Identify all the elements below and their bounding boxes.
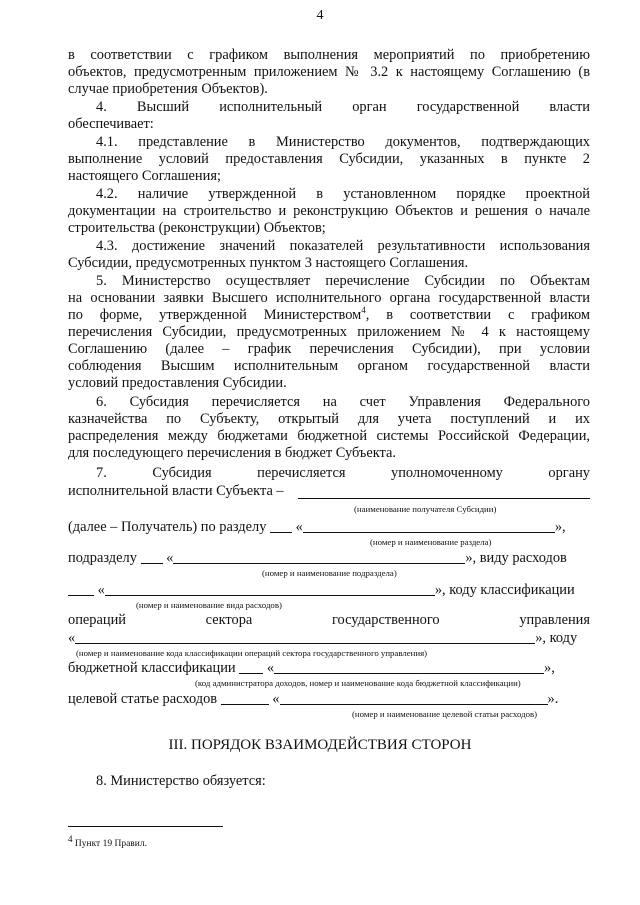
section-code-blank[interactable] <box>270 519 292 533</box>
field-caption: (номер и наименование целевой статьи расходов) <box>352 709 538 719</box>
text-fragment: », <box>554 519 566 535</box>
field-caption: (номер и наименование раздела) <box>370 537 492 547</box>
text-line <box>68 519 566 536</box>
text-fragment: (далее – Получатель) по разделу <box>68 519 267 535</box>
field-caption: (наименование получателя Субсидии) <box>354 504 497 514</box>
field-caption: (номер и наименование вида расходов) <box>136 600 282 610</box>
expense-type-code-blank[interactable] <box>68 582 94 596</box>
text-line: перечисления Субсидии, предусмотренных приложением № 4 к настоящему <box>68 324 590 340</box>
clause-4-2: 4.2. наличие утвержденной в установленном порядке проектной <box>96 186 590 202</box>
text-line: исполнительной власти Субъекта – <box>68 483 284 499</box>
quote: « <box>266 660 275 676</box>
text-line <box>68 691 558 708</box>
text-fragment: бюджетной классификации <box>68 660 236 676</box>
clause-5: 5. Министерство осуществляет перечисление Субсидии по Объектам <box>96 273 590 289</box>
text-line <box>68 550 567 567</box>
subsection-name-blank[interactable] <box>173 550 465 564</box>
section-name-blank[interactable] <box>303 519 555 533</box>
text-fragment: », <box>544 660 555 676</box>
target-item-name-blank[interactable] <box>280 691 548 705</box>
gov-sector-code-blank[interactable] <box>75 630 535 644</box>
text-line: Субсидии, предусмотренных пунктом 3 настоящего Соглашения. <box>68 255 469 271</box>
text-line: для последующего перечисления в бюджет Субъекта. <box>68 445 397 461</box>
field-caption: (номер и наименование кода классификации операций сектора государственного управления) <box>76 648 428 658</box>
text-line <box>68 660 555 677</box>
text-line <box>68 630 577 647</box>
footnote-divider <box>68 826 223 827</box>
text-line: казначейства по Субъекту, открытый для учета поступлений и их <box>68 411 590 427</box>
footnote-text: Пункт 19 Правил. <box>72 839 147 849</box>
text-fragment: », коду <box>535 630 578 646</box>
text-line <box>68 307 590 324</box>
page-number: 4 <box>316 8 324 23</box>
clause-7: 7. Субсидия перечисляется уполномоченному органу <box>96 465 590 481</box>
text-line <box>68 582 575 599</box>
clause-4-heading: 4. Высший исполнительный орган государственной власти <box>96 99 590 115</box>
text-fragment: ». <box>547 691 559 707</box>
clause-8: 8. Министерство обязуется: <box>96 773 266 789</box>
text-line: обеспечивает: <box>68 116 154 132</box>
text-line: документации на строительство и реконструкцию Объектов и решения о начале <box>68 203 590 219</box>
text-fragment: , в соответствии с графиком <box>365 307 590 323</box>
section-heading: III. ПОРЯДОК ВЗАИМОДЕЙСТВИЯ СТОРОН <box>168 737 472 753</box>
footnote-ref: 4 <box>361 305 366 316</box>
field-caption: (номер и наименование подраздела) <box>262 568 397 578</box>
clause-4-3: 4.3. достижение значений показателей результативности использования <box>96 238 590 254</box>
expense-type-name-blank[interactable] <box>105 582 435 596</box>
text-line: выполнение условий предоставления Субсидии, указанных в пункте 2 <box>68 151 590 167</box>
text-line: на основании заявки Высшего исполнительного органа государственной власти <box>68 290 590 306</box>
text-fragment: целевой статье расходов <box>68 691 218 707</box>
text-line: строительства (реконструкции) Объектов; <box>68 220 326 236</box>
clause-4-1: 4.1. представление в Министерство документов, подтверждающих <box>96 134 590 150</box>
text-line: соблюдения Высшим исполнительным органом государственной власти <box>68 358 590 374</box>
admin-code-blank[interactable] <box>239 660 263 674</box>
text-fragment: подразделу <box>68 550 137 566</box>
text-line: условий предоставления Субсидии. <box>68 375 287 391</box>
recipient-blank[interactable] <box>298 498 590 499</box>
text-line: операций сектора государственного управления <box>68 612 590 628</box>
quote: « <box>166 550 174 566</box>
field-caption: (код администратора доходов, номер и наименование кода бюджетной классификации) <box>195 678 521 688</box>
clause-6: 6. Субсидия перечисляется на счет Управления Федерального <box>96 394 590 410</box>
text-fragment: », виду расходов <box>465 550 567 566</box>
footnote-mark: 4 <box>68 833 73 844</box>
text-line: в соответствии с графиком выполнения мероприятий по приобретению <box>68 47 590 63</box>
text-line: настоящего Соглашения; <box>68 168 221 184</box>
budget-code-blank[interactable] <box>274 660 544 674</box>
footnote <box>68 833 147 850</box>
quote: « <box>295 519 303 535</box>
text-line: Соглашению (далее – график перечисления Субсидии), при условии <box>68 341 590 357</box>
subsection-code-blank[interactable] <box>141 550 163 564</box>
quote: « <box>97 582 105 598</box>
text-line: случае приобретения Объектов). <box>68 81 268 97</box>
text-fragment: по форме, утвержденной Министерством <box>68 307 362 323</box>
quote: « <box>272 691 280 707</box>
text-line: объектов, предусмотренным приложением № 3.2 к настоящему Соглашению (в <box>68 64 590 80</box>
text-line: распределения между бюджетами бюджетной системы Российской Федерации, <box>68 428 590 444</box>
text-fragment: », коду классификации <box>434 582 575 598</box>
target-item-code-blank[interactable] <box>221 691 269 705</box>
quote: « <box>68 630 76 646</box>
